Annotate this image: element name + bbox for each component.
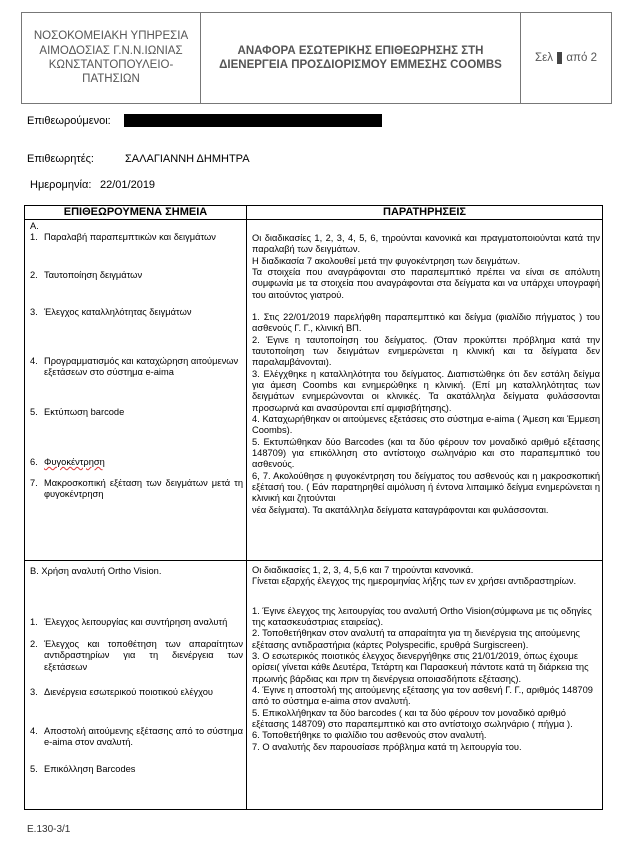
organization-name: ΝΟΣΟΚΟΜΕΙΑΚΗ ΥΠΗΡΕΣΙΑ ΑΙΜΟΔΟΣΙΑΣ Γ.Ν.Ν.ΙΩΝΙΑΣ ΚΩΝΣΤΑΝΤΟΠΟΥΛΕΙΟ-ΠΑΤΗΣΙΩΝ [22, 13, 201, 103]
inspectors-value: ΣΑΛΑΓΙΑΝΝΗ ΔΗΜΗΤΡΑ [125, 153, 250, 165]
list-item: 2. Έλεγχος και τοποθέτηση των απαραίτητων αντιδραστηρίων για τη διενέργεια των εξετάσεων [30, 639, 243, 672]
section-b-observations: Οι διαδικασίες 1, 2, 3, 4, 5,6 και 7 τηρούνται κανονικά. Γίνεται εξαρχής έλεγχος της ημερομηνίας λήξης των εν χρήσει αντιδραστηρίων. 1. Έγινε έλεγχος της λειτουργίας του αναλυτή Ortho Vision(σύμφωνα με τις οδηγίες της κατασκευάστριας εταιρείας). 2. Τοποθετήθηκαν στον αναλυτή τα απαραίτητα για τη διενέργεια της αιτούμενης εξέτασης αντιδραστήρια (κάρτες Polyspecific, ερυθρά Surgiscreen). 3. Ο εσωτερικός ποιοτικός έλεγχος διενεργήθηκε στις 21/01/2019, όπως έχουμε ορίσει( γίνεται κάθε Δευτέρα, Τετάρτη και Παρασκευή πάντοτε κατά τη διάρκεια της πρωινής βάρδιας και πριν τη διενέργεια οποιασδήποτε εξέτασης). 4. Έγινε η αποστολή της αιτούμενης εξέτασης για τον ασθενή Γ. Γ., αριθμός 148709 από το σύστημα e-aima στον αναλυτή. 5. Επικολλήθηκαν τα δύο barcodes ( και τα δύο φέρουν τον μοναδικό αριθμό εξέτασης 148709) στο παραπεμπτικό και στο αντίστοιχο σωληνάριο ( πήγμα ). 6. Τοποθετήθηκε το φιαλίδιο του ασθενούς στον αναλυτή. 7. Ο αναλυτής δεν παρουσίασε πρόβλημα κατά τη λειτουργία του. [252, 565, 593, 752]
list-item: 3. Διενέργεια εσωτερικού ποιοτικού ελέγχου [30, 687, 214, 697]
list-item: 4. Προγραμματισμός και καταχώρηση αιτούμενων εξετάσεων στο σύστημα e-aima [30, 356, 239, 378]
document-header [21, 12, 612, 104]
list-item: 6. Φυγοκέντρηση [30, 457, 105, 467]
date-label: Ημερομηνία: [30, 179, 92, 191]
column-divider [246, 205, 247, 810]
page-suffix: από 2 [566, 51, 597, 64]
list-item: 5. Εκτύπωση barcode [30, 407, 125, 417]
list-item: 7. Μακροσκοπική εξέταση των δειγμάτων μετά τη φυγοκέντρηση [30, 478, 243, 500]
section-divider [24, 560, 603, 561]
header-row-divider [24, 219, 603, 220]
section-a-observations: Οι διαδικασίες 1, 2, 3, 4, 5, 6, τηρούνται κανονικά και πραγματοποιούνται κατά την παραλαβή των δειγμάτων. Η διαδικασία 7 ακολουθεί μετά την φυγοκέντρηση των δειγμάτων. Τα στοιχεία που αναγράφονται στο παραπεμπτικό πρέπει να είναι σε απόλυτη συμφωνία με τα στοιχεία που αναγράφονται στα δείγματα και να υπάρχει υπογραφή του αιτούντος γιατρού. 1. Στις 22/01/2019 παρελήφθη παραπεμπτικό και δείγμα (φιαλίδιο πήγματος ) του ασθενούς Γ. Γ., κλινική ΒΠ. 2. Έγινε η ταυτοποίηση του δείγματος. (Όταν προκύπτει πρόβλημα κατά την ταυτοποίηση των δειγμάτων ενημερώνεται η κλινική και τα δείγματα δεν παραλαμβάνονται). 3. Ελέγχθηκε η καταλληλότητα του δείγματος. Διαπιστώθηκε ότι δεν εστάλη δείγμα για άμεση Coombs και ενημερώθηκε η κλινική. (Επί μη καταλληλότητας των δειγμάτων ενημερώνονται οι κλινικές. Τα ακατάλληλα δείγματα φυλάσσονται προσωρινά και ανασύρονται επί αμφισβήτησης). 4. Καταχωρήθηκαν οι αιτούμενες εξετάσεις στο σύστημα e-aima ( Άμεση και Έμμεση Coombs). 5. Εκτυπώθηκαν δύο Barcodes (και τα δύο φέρουν τον μοναδικό αριθμό εξέτασης 148709) για επικόλληση στο αντίστοιχο σωληνάριο και στο παραπεμπτικό του ασθενούς. 6, 7. Ακολούθησε η φυγοκέντρηση του δείγματος του ασθενούς και η μακροσκοπική εξέτασή του. ( Εάν παρατηρηθεί αιμόλυση ή έντονα λιπαιμικό δείγμα ενημερώνεται η κλινική και ζητούνται νέα δείγματα). Τα ακατάλληλα δείγματα καταγράφονται και φυλάσσονται. [252, 233, 600, 515]
inspectors-label: Επιθεωρητές: [27, 153, 94, 165]
form-code: Ε.130-3/1 [27, 824, 71, 835]
report-title: ΑΝΑΦΟΡΑ ΕΣΩΤΕΡΙΚΗΣ ΕΠΙΘΕΩΡΗΣΗΣ ΣΤΗ ΔΙΕΝΕΡΓΕΙΑ ΠΡΟΣΔΙΟΡΙΣΜΟΥ ΕΜΜΕΣΗΣ COOMBS [201, 13, 521, 103]
page-indicator [521, 13, 611, 103]
list-item: 2. Ταυτοποίηση δειγμάτων [30, 270, 143, 280]
text-cursor-icon [557, 52, 562, 64]
list-item: 5. Επικόλληση Barcodes [30, 764, 136, 774]
list-item: 4. Αποστολή αιτούμενης εξέτασης από το σύστημα e-aima στον αναλυτή. [30, 726, 243, 748]
col-header-observations: ΠΑΡΑΤΗΡΗΣΕΙΣ [383, 206, 466, 218]
page-prefix: Σελ [535, 51, 553, 64]
inspected-label: Επιθεωρούμενοι: [27, 115, 111, 127]
section-a-label: Α. [30, 221, 39, 231]
col-header-points: ΕΠΙΘΕΩΡΟΥΜΕΝΑ ΣΗΜΕΙΑ [63, 206, 208, 218]
redaction-bar [124, 114, 382, 127]
section-b-label: Β. Χρήση αναλυτή Ortho Vision. [30, 566, 162, 576]
list-item: 1. Παραλαβή παραπεμπτικών και δειγμάτων [30, 232, 216, 242]
list-item: 3. Έλεγχος καταλληλότητας δειγμάτων [30, 307, 192, 317]
list-item: 1. Έλεγχος λειτουργίας και συντήρηση αναλυτή [30, 617, 228, 627]
date-value: 22/01/2019 [100, 179, 156, 191]
